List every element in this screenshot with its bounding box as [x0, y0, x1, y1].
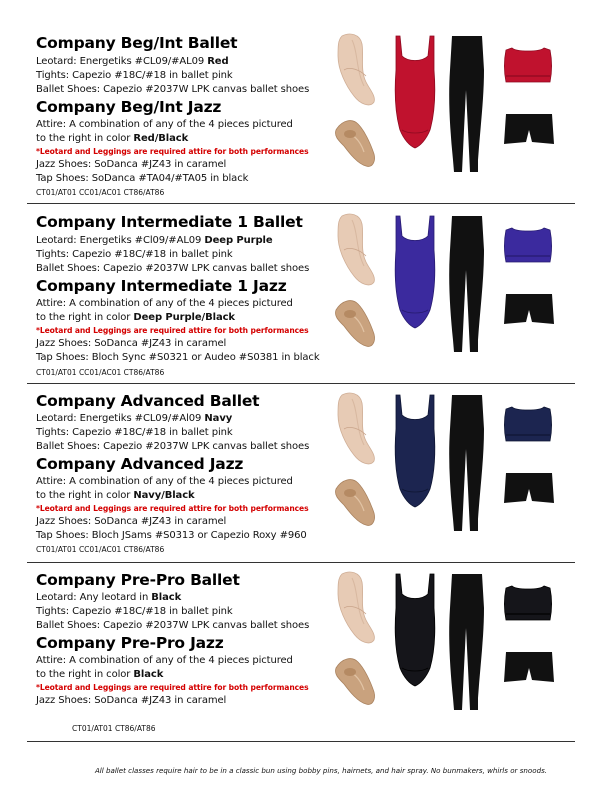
shorts-image: [504, 114, 554, 144]
crop-top-image: [505, 48, 552, 82]
jazz-shoe-image: [335, 121, 374, 167]
shorts-image: [504, 473, 554, 503]
shorts-image: [504, 294, 554, 324]
leotard-image: [395, 36, 435, 148]
attire-line: Attire: A combination of any of the 4 pieces pictured: [36, 298, 293, 309]
tap-shoes-line: Tap Shoes: Bloch Sync #S0321 or Audeo #S0381 in black: [36, 352, 320, 363]
ballet-shoe-image: [338, 34, 374, 105]
tights-line: Tights: Capezio #18C/#18 in ballet pink: [36, 606, 233, 617]
ballet-shoes-line: Ballet Shoes: Capezio #2037W LPK canvas ballet shoes: [36, 263, 310, 274]
required-attire-note: *Leotard and Leggings are required attire for both performances: [36, 326, 309, 335]
jazz-shoe-image: [335, 301, 374, 347]
required-attire-note: *Leotard and Leggings are required attire for both performances: [36, 683, 309, 692]
tights-line: Tights: Capezio #18C/#18 in ballet pink: [36, 70, 233, 81]
jazz-shoe-image: [335, 480, 374, 526]
leotard-line: Leotard: Energetiks #CL09/#AL09 Red: [36, 56, 229, 67]
ballet-shoe-image: [338, 572, 374, 643]
tights-line: Tights: Capezio #18C/#18 in ballet pink: [36, 427, 233, 438]
leggings-image: [449, 216, 484, 352]
tap-shoes-line: Tap Shoes: Bloch JSams #S0313 or Capezio Roxy #960: [36, 530, 307, 541]
section-title-jazz: Company Advanced Jazz: [36, 455, 244, 473]
required-attire-note: *Leotard and Leggings are required attire for both performances: [36, 147, 309, 156]
leggings-image: [449, 36, 484, 172]
crop-top-image: [505, 586, 552, 620]
leggings-image: [449, 395, 484, 531]
jazz-shoes-line: Jazz Shoes: SoDanca #JZ43 in caramel: [36, 516, 227, 527]
garment-illustration: [330, 389, 570, 559]
attire-color-line: to the right in color Deep Purple/Black: [36, 312, 235, 323]
required-attire-note: *Leotard and Leggings are required attire for both performances: [36, 504, 309, 513]
shorts-image: [504, 652, 554, 682]
section-divider: [27, 203, 575, 204]
section-divider: [27, 741, 575, 742]
leotard-image: [395, 216, 435, 328]
garment-illustration: [330, 30, 570, 200]
attire-color-line: to the right in color Red/Black: [36, 133, 189, 144]
class-codes: CT01/AT01 CT86/AT86: [72, 724, 156, 733]
leotard-line: Leotard: Energetiks #Cl09/#AL09 Deep Purple: [36, 235, 273, 246]
attire-color-line: to the right in color Navy/Black: [36, 490, 195, 501]
garment-illustration: [330, 568, 570, 738]
attire-line: Attire: A combination of any of the 4 pieces pictured: [36, 476, 293, 487]
leggings-image: [449, 574, 484, 710]
leotard-image: [395, 395, 435, 507]
tap-shoes-line: Tap Shoes: SoDanca #TA04/#TA05 in black: [36, 173, 249, 184]
crop-top-image: [505, 407, 552, 441]
section-title-jazz: Company Pre-Pro Jazz: [36, 634, 224, 652]
section-title-ballet: Company Pre-Pro Ballet: [36, 571, 240, 589]
ballet-shoes-line: Ballet Shoes: Capezio #2037W LPK canvas ballet shoes: [36, 620, 310, 631]
attire-line: Attire: A combination of any of the 4 pieces pictured: [36, 655, 293, 666]
ballet-shoes-line: Ballet Shoes: Capezio #2037W LPK canvas ballet shoes: [36, 84, 310, 95]
section-title-jazz: Company Intermediate 1 Jazz: [36, 277, 287, 295]
section-divider: [27, 562, 575, 563]
crop-top-image: [505, 228, 552, 262]
section-title-ballet: Company Intermediate 1 Ballet: [36, 213, 303, 231]
jazz-shoes-line: Jazz Shoes: SoDanca #JZ43 in caramel: [36, 338, 227, 349]
leotard-line: Leotard: Any leotard in Black: [36, 592, 182, 603]
tights-line: Tights: Capezio #18C/#18 in ballet pink: [36, 249, 233, 260]
class-codes: CT01/AT01 CC01/AC01 CT86/AT86: [36, 188, 165, 197]
jazz-shoes-line: Jazz Shoes: SoDanca #JZ43 in caramel: [36, 159, 227, 170]
ballet-shoe-image: [338, 214, 374, 285]
hair-requirement-footer: All ballet classes require hair to be in a classic bun using bobby pins, hairnets, and hair spray. No bunmakers, whirls or snoods.: [94, 766, 548, 775]
leotard-line: Leotard: Energetiks #CL09/#Al09 Navy: [36, 413, 233, 424]
jazz-shoe-image: [335, 659, 374, 705]
section-divider: [27, 383, 575, 384]
class-codes: CT01/AT01 CC01/AC01 CT86/AT86: [36, 545, 165, 554]
attire-color-line: to the right in color Black: [36, 669, 164, 680]
leotard-image: [395, 574, 435, 686]
jazz-shoes-line: Jazz Shoes: SoDanca #JZ43 in caramel: [36, 695, 227, 706]
section-title-ballet: Company Beg/Int Ballet: [36, 34, 238, 52]
ballet-shoes-line: Ballet Shoes: Capezio #2037W LPK canvas ballet shoes: [36, 441, 310, 452]
attire-line: Attire: A combination of any of the 4 pieces pictured: [36, 119, 293, 130]
garment-illustration: [330, 210, 570, 380]
class-codes: CT01/AT01 CC01/AC01 CT86/AT86: [36, 368, 165, 377]
ballet-shoe-image: [338, 393, 374, 464]
section-title-ballet: Company Advanced Ballet: [36, 392, 260, 410]
section-title-jazz: Company Beg/Int Jazz: [36, 98, 222, 116]
